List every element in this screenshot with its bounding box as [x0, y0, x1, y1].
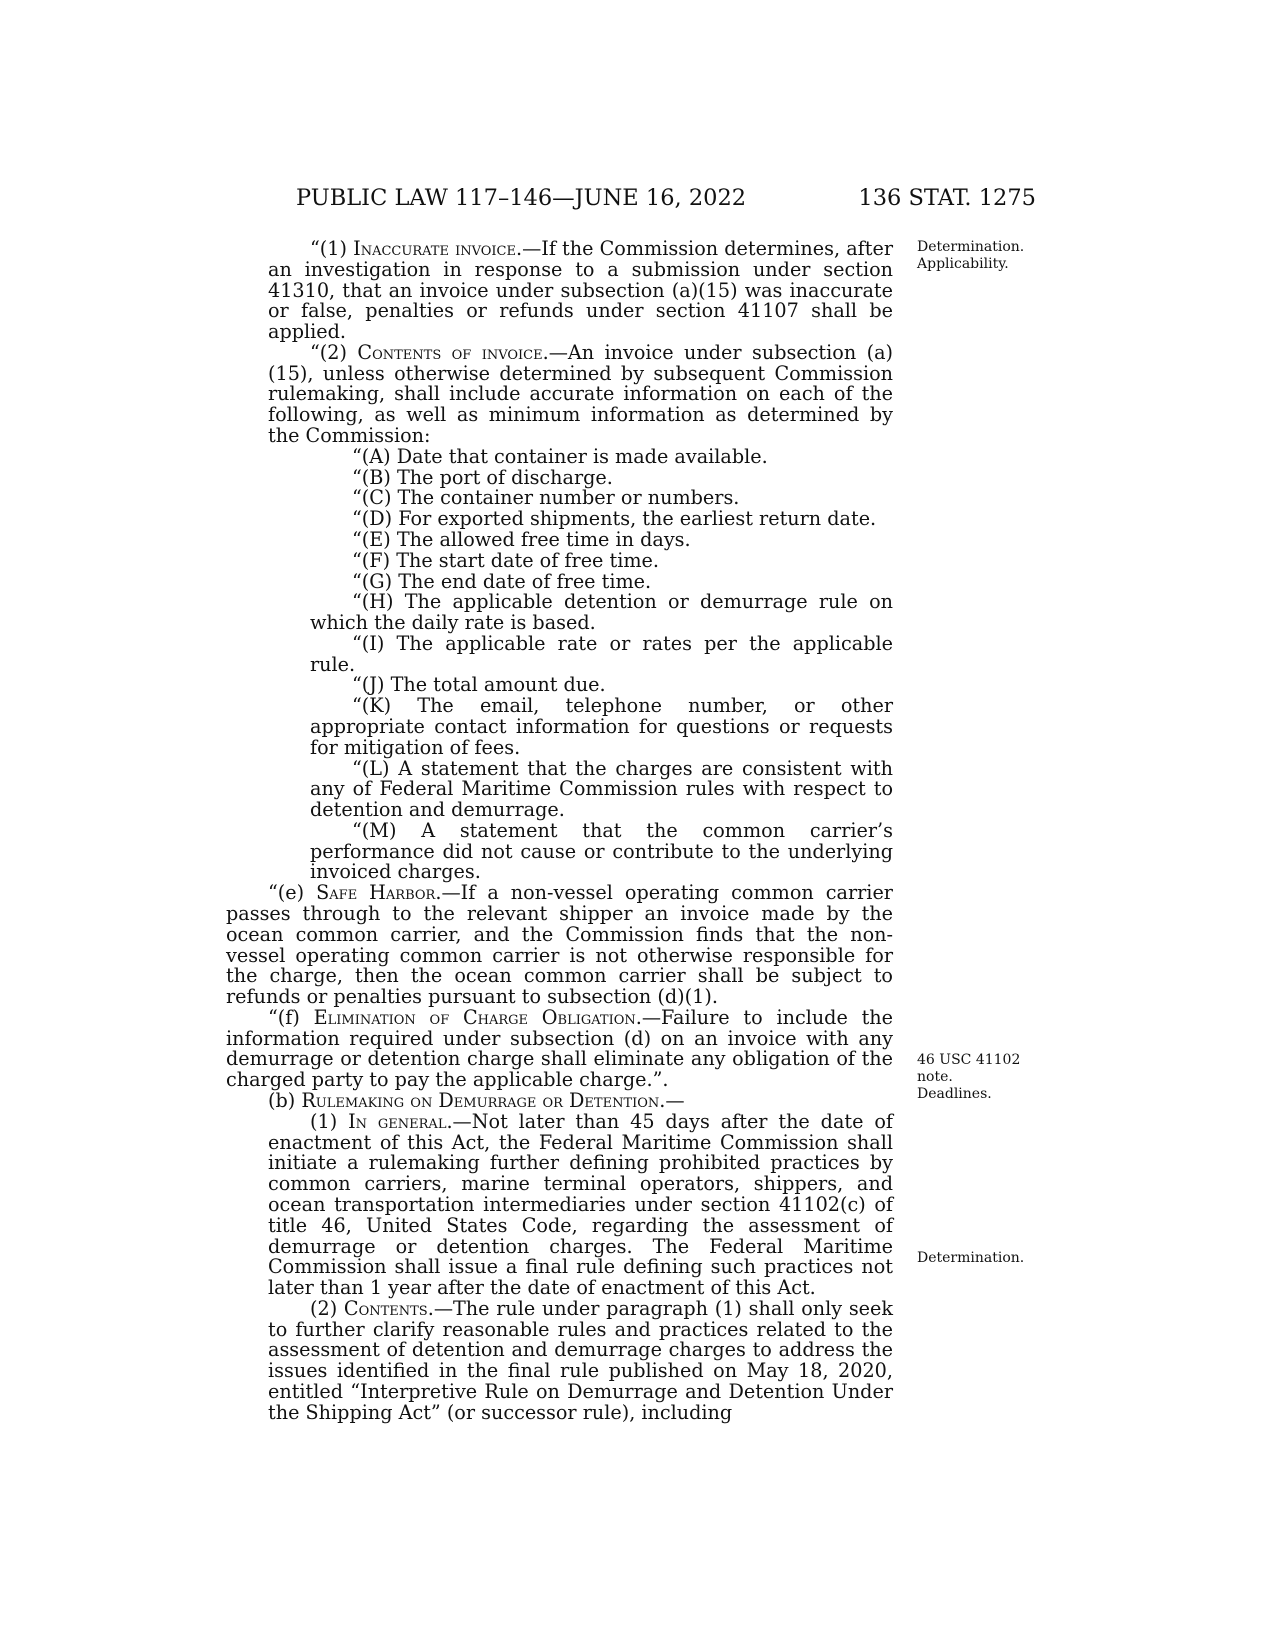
- paragraph-heading: Inaccurate invoice: [353, 237, 516, 260]
- subsection-text: .—If a non-vessel operating common carrier passes through to the relevant shipper an invoice made by the ocean common carrier, and the Commission finds that the non-vessel operating common carrier is not otherwise responsible for the charge, then the ocean common carrier shall be subject to refunds or penalties pursuant to subsection (d)(1).: [226, 881, 893, 1009]
- list-item: “(I) The applicable rate or rates per the applicable rule.: [310, 631, 893, 676]
- margin-note-line: Applicability.: [917, 256, 1009, 272]
- subsection-rulemaking-heading: [226, 1091, 893, 1112]
- margin-note-line: Determination.: [917, 1250, 1025, 1266]
- list-item: “(B) The port of discharge.: [352, 465, 613, 489]
- subsection-heading: Rulemaking on Demurrage or Detention: [301, 1089, 660, 1113]
- subsection-number: “(e): [268, 881, 317, 905]
- subsection-number: (b): [268, 1089, 302, 1113]
- statute-page-number: 136 STAT. 1275: [858, 185, 1036, 211]
- margin-note-line: 46 USC 41102: [917, 1052, 1021, 1068]
- margin-note-determination: [917, 1250, 1037, 1267]
- paragraph-number: (2): [310, 1296, 344, 1320]
- statute-body-text: [226, 239, 893, 1424]
- paragraph-in-general: [226, 1109, 893, 1300]
- list-item: “(G) The end date of free time.: [352, 569, 652, 593]
- paragraph-number: “(2): [310, 340, 358, 364]
- paragraph-number: “(1): [310, 237, 354, 260]
- list-item: “(C) The container number or numbers.: [352, 486, 740, 510]
- paragraph-inaccurate-invoice: [226, 239, 893, 343]
- list-item: “(J) The total amount due.: [352, 673, 606, 697]
- list-item: “(H) The applicable detention or demurrage rule on which the daily rate is based.: [310, 590, 893, 635]
- margin-note-usc-citation: [917, 1052, 1037, 1103]
- paragraph-heading: Contents: [343, 1296, 428, 1320]
- list-item: “(M) A statement that the common carrier’s performance did not cause or contribute to the underlying invoiced charges.: [310, 818, 893, 884]
- paragraph-heading: Contents of invoice: [357, 340, 543, 364]
- list-item: “(F) The start date of free time.: [352, 548, 659, 572]
- paragraph-text: .—If the Commission determines, after an investigation in response to a submission under section 41310, that an invoice under subsection (a)(15) was inaccurate or false, penalties or refunds under section 41107 shall be applied.: [268, 237, 893, 344]
- paragraph-number: (1): [310, 1109, 349, 1133]
- subsection-number: “(f): [268, 1005, 314, 1029]
- list-item: “(D) For exported shipments, the earliest return date.: [352, 507, 877, 531]
- subsection-heading: Elimination of Charge Obligation: [313, 1005, 636, 1029]
- running-head: [296, 180, 1036, 216]
- list-item: “(A) Date that container is made available.: [352, 444, 768, 468]
- subsection-safe-harbor: [226, 883, 893, 1008]
- subsection-text: .—Failure to include the information required under subsection (d) on an invoice with any demurrage or detention charge shall eliminate any obligation of the charged party to pay the applicable charge.”.: [226, 1005, 894, 1092]
- margin-note-line: note.: [917, 1069, 953, 1085]
- running-head-title: PUBLIC LAW 117–146—JUNE 16, 2022: [296, 185, 747, 211]
- list-item: “(K) The email, telephone number, or other appropriate contact information for questions or requests for mitigation of fees.: [310, 694, 893, 759]
- margin-note-determination-applicability: [917, 239, 1037, 273]
- subsection-text: .—: [659, 1089, 685, 1113]
- paragraph-contents: [226, 1296, 894, 1424]
- subsection-heading: Safe Harbor: [316, 881, 436, 905]
- paragraph-text: .—An invoice under subsection (a)(15), unless otherwise determined by subsequent Commission rulemaking, shall include accurate information on each of the following, as well as minimum information as determined by the Commission:: [268, 340, 893, 448]
- paragraph-text: .—Not later than 45 days after the date of enactment of this Act, the Federal Maritime Commission shall initiate a rulemaking further defining prohibited practices by common carriers, marine terminal operators, shippers, and ocean transportation intermediaries under section 41102(c) of title 46, United States Code, regarding the assessment of demurrage or detention charges. The Federal Maritime Commission shall issue a final rule defining such practices not later than 1 year after the date of enactment of this Act.: [268, 1109, 893, 1300]
- margin-note-line: Deadlines.: [917, 1086, 992, 1102]
- list-item: “(L) A statement that the charges are consistent with any of Federal Maritime Commission rules with respect to detention and demurrage.: [310, 756, 893, 822]
- margin-note-line: Determination.: [917, 239, 1025, 255]
- list-item: “(E) The allowed free time in days.: [352, 527, 691, 551]
- paragraph-heading: In general: [348, 1109, 447, 1133]
- paragraph-contents-of-invoice: [226, 340, 893, 448]
- paragraph-text: .—The rule under paragraph (1) shall only seek to further clarify reasonable rules and practices related to the assessment of detention and demurrage charges to address the issues identified in the final rule published on May 18, 2020, entitled “Interpretive Rule on Demurrage and Detention Under the Shipping Act” (or successor rule), including: [268, 1296, 894, 1424]
- subsection-elimination-of-charge-obligation: [226, 1005, 894, 1092]
